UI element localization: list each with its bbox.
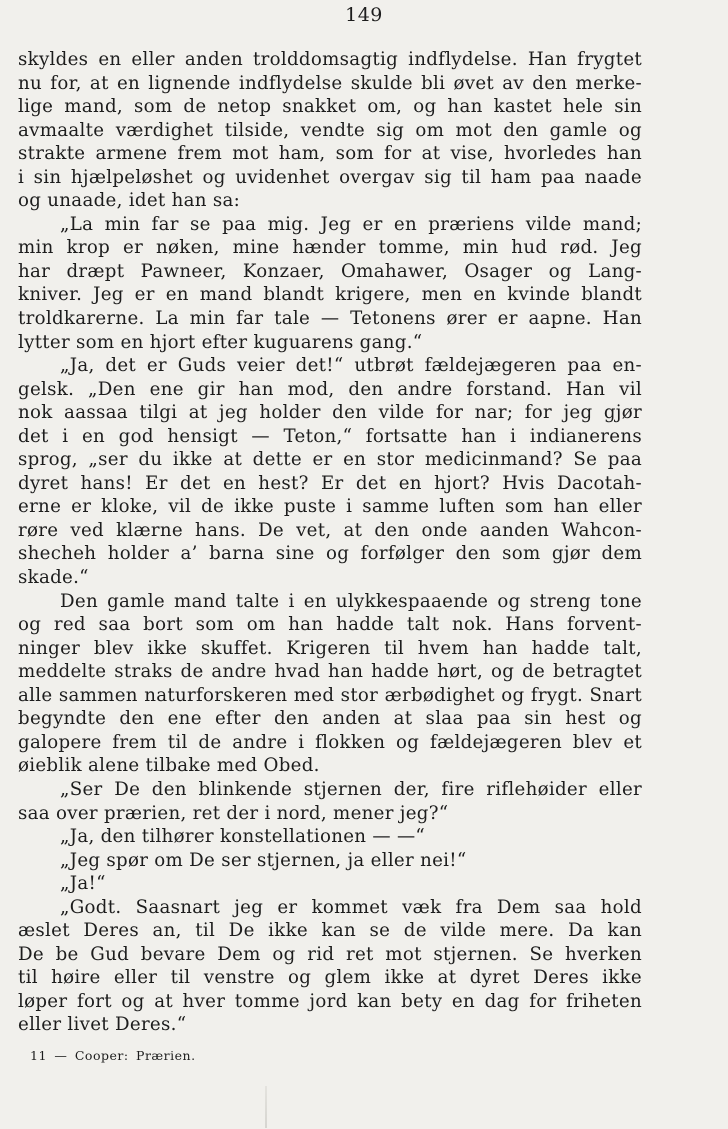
text-line: lige mand, som de netop snakket om, og han kastet hele sin [18,96,642,118]
signature-footer: 11 — Cooper: Prærien. [30,1048,196,1063]
text-line: shecheh holder a’ barna sine og forfølger den som gjør dem [18,543,642,565]
text-line: min krop er nøken, mine hænder tomme, min hud rød. Jeg [18,237,642,259]
text-line: De be Gud bevare Dem og rid ret mot stjernen. Se hverken [18,943,642,965]
page-number: 149 [345,4,383,26]
text-line: eller livet Deres.“ [18,1014,187,1036]
text-line: i sin hjælpeløshet og uvidenhet overgav sig til ham paa naade [18,166,642,188]
text-line: øieblik alene tilbake med Obed. [18,755,320,777]
text-line: alle sammen naturforskeren med stor ærbødighet og frygt. Snart [18,684,642,706]
text-line: og red saa bort som om han hadde talt nok. Hans forvent- [18,614,642,636]
text-line: saa over prærien, ret der i nord, mener jeg?“ [18,802,449,824]
text-line: galopere frem til de andre i flokken og fældejægeren blev et [18,731,642,753]
text-line: strakte armene frem mot ham, som for at vise, hvorledes han [18,143,642,165]
text-line: „Ja, den tilhører konstellationen — —“ [60,826,426,848]
text-line: røre ved klærne hans. De vet, at den onde aanden Wahcon- [18,519,642,541]
text-line: sprog, „ser du ikke at dette er en stor medicinmand? Se paa [18,449,642,471]
text-line: nu for, at en lignende indflydelse skulde bli øvet av den merke- [18,72,642,94]
text-line: „Jeg spør om De ser stjernen, ja eller nei!“ [60,849,467,871]
text-line: „Ja, det er Guds veier det!“ utbrøt fældejægeren paa en- [60,355,642,377]
text-line: erne er kloke, vil de ikke puste i samme luften som han eller [18,496,642,518]
text-line: nok aassaa tilgi at jeg holder den vilde for nar; for jeg gjør [18,402,642,424]
text-line: til høire eller til venstre og glem ikke at dyret Deres ikke [18,967,642,989]
text-line: ninger blev ikke skuffet. Krigeren til hvem han hadde talt, [18,637,642,659]
text-line: meddelte straks de andre hvad han hadde hørt, og de betragtet [18,661,642,683]
text-line: det i en god hensigt — Teton,“ fortsatte han i indianerens [18,425,642,447]
text-line: skade.“ [18,567,89,589]
text-line: skyldes en eller anden trolddomsagtig indflydelse. Han frygtet [18,49,642,70]
text-line: dyret hans! Er det en hest? Er det en hjort? Hvis Dacotah- [18,472,642,494]
text-line: har dræpt Pawneer, Konzaer, Omahawer, Osager og Lang- [18,260,642,282]
text-line: avmaalte værdighet tilside, vendte sig om mot den gamle og [18,119,642,141]
text-line: begyndte den ene efter den anden at slaa paa sin hest og [18,708,642,730]
text-line: gelsk. „Den ene gir han mod, den andre forstand. Han vil [18,378,642,400]
text-line: æslet Deres an, til De ikke kan se de vilde mere. Da kan [18,920,642,942]
text-line: „Ser De den blinkende stjernen der, fire riflehøider eller [60,778,642,800]
text-line: løper fort og at hver tomme jord kan bety en dag for friheten [18,990,642,1012]
text-line: „Ja!“ [60,873,106,895]
text-line: Den gamle mand talte i en ulykkespaaende og streng tone [60,590,642,612]
text-line: lytter som en hjort efter kuguarens gang.“ [18,331,423,353]
text-line: „Godt. Saasnart jeg er kommet væk fra Dem saa hold [60,896,642,918]
text-line: kniver. Jeg er en mand blandt krigere, men en kvinde blandt [18,284,642,306]
page-edge-mark [265,1086,267,1128]
text-line: troldkarerne. La min far tale — Tetonens ører er aapne. Han [18,308,642,330]
text-line: „La min far se paa mig. Jeg er en præriens vilde mand; [60,213,642,235]
text-line: og unaade, idet han sa: [18,190,241,212]
body-text [18,48,642,1037]
